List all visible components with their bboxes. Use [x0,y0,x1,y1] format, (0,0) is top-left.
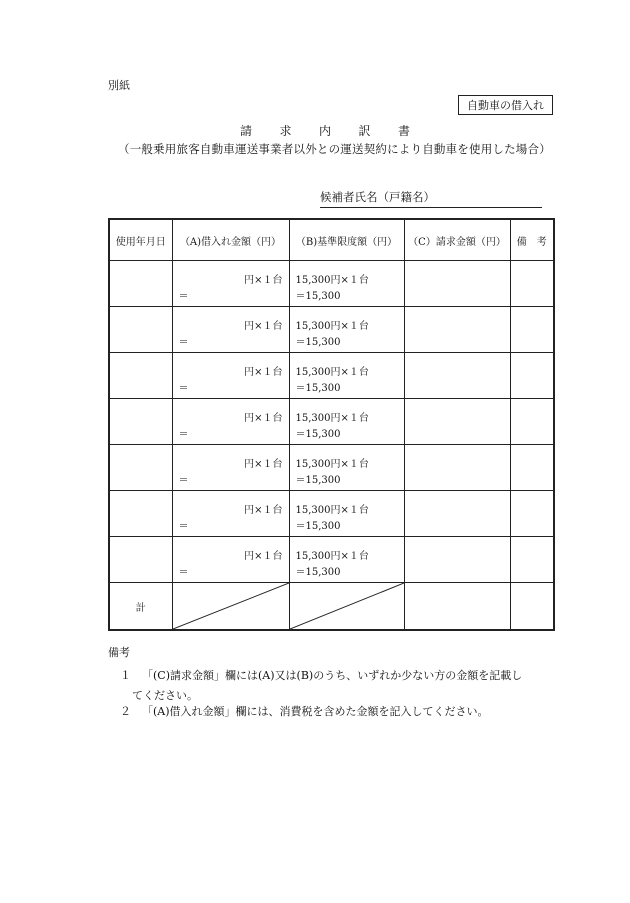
limit-result-text: ＝15,300 [295,383,341,394]
table-row [109,261,554,307]
note-item [120,703,489,719]
header-date: 使用年月日 [109,219,172,261]
limit-unit-text: 15,300円×１台 [295,413,369,424]
limit-unit-text: 15,300円×１台 [295,275,369,286]
table-row [109,399,554,445]
borrow-amount-cell[interactable] [172,353,289,399]
borrow-equals-text: ＝ [178,475,189,486]
claim-amount-cell[interactable] [404,353,510,399]
diagonal-slash [173,583,289,629]
note-item [120,666,570,706]
limit-unit-text: 15,300円×１台 [295,367,369,378]
limit-unit-text: 15,300円×１台 [295,551,369,562]
total-claim-cell[interactable] [404,583,510,631]
total-limit-slashed-cell [289,583,404,631]
date-cell[interactable] [109,445,172,491]
borrow-unit-text: 円×１台 [244,275,283,286]
claim-amount-cell[interactable] [404,307,510,353]
limit-result-text: ＝15,300 [295,521,341,532]
borrow-equals-text: ＝ [178,429,189,440]
date-cell[interactable] [109,261,172,307]
remarks-cell[interactable] [510,353,554,399]
claim-amount-cell[interactable] [404,445,510,491]
note-text: 「(A)借入れ金額」欄には、消費税を含めた金額を記入してください。 [142,705,489,718]
note-number: １ [120,669,131,682]
limit-amount-cell [289,261,404,307]
remarks-cell[interactable] [510,445,554,491]
borrow-amount-cell[interactable] [172,307,289,353]
title-char: 訳 [358,124,371,138]
notes-title: 備考 [108,646,130,659]
category-box: 自動車の借入れ [458,95,553,115]
borrow-amount-cell[interactable] [172,399,289,445]
date-cell[interactable] [109,353,172,399]
note-text-continued: てください。 [132,689,198,702]
candidate-name-label: 候補者氏名（戸籍名） [320,190,435,204]
table-header-row [109,219,554,261]
borrow-equals-text: ＝ [178,337,189,348]
remarks-cell[interactable] [510,537,554,583]
remarks-cell[interactable] [510,261,554,307]
borrow-unit-text: 円×１台 [244,321,283,332]
limit-unit-text: 15,300円×１台 [295,459,369,470]
header-limit-amount: （B)基準限度額（円） [289,219,404,261]
claim-amount-cell[interactable] [404,261,510,307]
table-row [109,537,554,583]
borrow-equals-text: ＝ [178,383,189,394]
borrow-unit-text: 円×１台 [244,551,283,562]
title-char: 求 [279,124,292,138]
borrow-unit-text: 円×１台 [244,459,283,470]
claim-amount-cell[interactable] [404,491,510,537]
document-subtitle: （一般乗用旅客自動車運送事業者以外との運送契約により自動車を使用した場合） [118,142,551,156]
note-number: ２ [120,705,131,718]
limit-result-text: ＝15,300 [295,567,341,578]
total-borrow-slashed-cell [172,583,289,631]
claim-amount-cell[interactable] [404,399,510,445]
candidate-name-field[interactable] [320,189,542,208]
claim-amount-cell[interactable] [404,537,510,583]
limit-result-text: ＝15,300 [295,291,341,302]
date-cell[interactable] [109,491,172,537]
limit-result-text: ＝15,300 [295,475,341,486]
borrow-amount-cell[interactable] [172,261,289,307]
total-row [109,583,554,631]
limit-unit-text: 15,300円×１台 [295,505,369,516]
borrow-amount-cell[interactable] [172,537,289,583]
borrow-amount-cell[interactable] [172,491,289,537]
table-row [109,353,554,399]
limit-amount-cell [289,491,404,537]
document-title [240,122,410,139]
header-claim-amount: （C）請求金額（円） [404,219,510,261]
date-cell[interactable] [109,307,172,353]
limit-unit-text: 15,300円×１台 [295,321,369,332]
table-row [109,491,554,537]
limit-amount-cell [289,353,404,399]
limit-result-text: ＝15,300 [295,337,341,348]
borrow-amount-cell[interactable] [172,445,289,491]
table-row [109,445,554,491]
limit-amount-cell [289,307,404,353]
header-borrow-amount: （A)借入れ金額（円） [172,219,289,261]
table-row [109,307,554,353]
date-cell[interactable] [109,399,172,445]
borrow-equals-text: ＝ [178,567,189,578]
limit-amount-cell [289,399,404,445]
breakdown-table [108,218,555,631]
limit-amount-cell [289,445,404,491]
date-cell[interactable] [109,537,172,583]
remarks-cell[interactable] [510,399,554,445]
total-remarks-cell[interactable] [510,583,554,631]
limit-amount-cell [289,537,404,583]
title-char: 請 [240,124,253,138]
limit-result-text: ＝15,300 [295,429,341,440]
title-char: 内 [318,124,331,138]
note-text: 「(C)請求金額」欄には(A)又は(B)のうち、いずれか少ない方の金額を記載し [142,669,523,682]
diagonal-slash [290,583,404,629]
borrow-unit-text: 円×１台 [244,367,283,378]
remarks-cell[interactable] [510,491,554,537]
borrow-equals-text: ＝ [178,521,189,532]
title-char: 書 [397,124,410,138]
remarks-cell[interactable] [510,307,554,353]
attachment-label: 別紙 [108,79,130,92]
header-remarks: 備 考 [510,219,554,261]
borrow-unit-text: 円×１台 [244,505,283,516]
borrow-unit-text: 円×１台 [244,413,283,424]
borrow-equals-text: ＝ [178,291,189,302]
total-label: 計 [109,583,172,631]
